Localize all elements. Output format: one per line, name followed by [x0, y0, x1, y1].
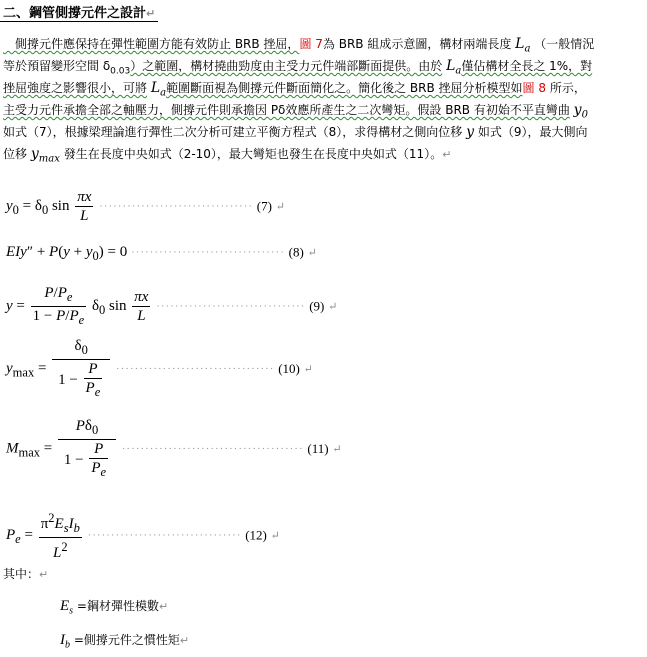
paragraph-mark: ↵	[158, 600, 169, 613]
text-run: 僅佔構材全長之 1%，對	[461, 59, 593, 73]
definition-ib	[60, 631, 189, 650]
math-subscript: max	[38, 153, 60, 165]
text-run: ）之範圍，構材撓曲勁度由主受力元件端部斷面提供。由於	[130, 59, 443, 73]
definition-subscript: b	[65, 639, 70, 651]
math-symbol: L	[515, 36, 525, 52]
figure-reference[interactable]: 圖 7	[299, 37, 323, 51]
section-heading	[3, 2, 155, 21]
text-run: 主受力元件承擔全部之軸壓力，側撐元件則承擔因 Pδ效應所產生之二次彎矩。假設 BRB 有初始不平直彎曲	[3, 103, 570, 117]
paragraph-mark: ↵	[270, 529, 280, 542]
math-symbol: y	[466, 124, 475, 140]
math-symbol: L	[150, 80, 161, 96]
equation-number: (12)	[245, 527, 267, 543]
text-run: 如式（7），根據梁理論進行彈性二次分析可建立平衡方程式（8），求得構材之側向位移	[3, 125, 463, 139]
math-symbol: L	[446, 58, 456, 74]
text-run: 挫屈強度之影響很小，可將	[3, 81, 148, 95]
definition-symbol: I	[60, 632, 65, 648]
where-label	[3, 565, 48, 582]
text-run: 如式（9），最大側向	[477, 125, 588, 139]
math-symbol: y	[573, 102, 582, 118]
section-heading-text: 二、鋼管側撐元件之設計	[3, 6, 147, 21]
where-label-text: 其中：	[3, 567, 40, 581]
equation-number: (10)	[278, 361, 300, 376]
math-subscript: a	[455, 65, 462, 77]
math-subscript: 0	[581, 109, 588, 121]
text-run: 範圍斷面視為側撐元件斷面簡化之。簡化後之 BRB 挫屈分析模型如	[166, 81, 523, 95]
equation-number: (8)	[288, 244, 304, 260]
paragraph-mark: ↵	[39, 568, 49, 581]
heading-underline	[0, 21, 158, 22]
equation-11: $M_{max}$ = $P\delta_0$ 1 − $\frac{P}{P_e}$ ······································· (11) ↵	[6, 418, 342, 479]
equation-number: (11)	[307, 441, 329, 456]
paragraph-mark: ↵	[179, 634, 190, 647]
paragraph-mark: ↵	[328, 300, 338, 313]
paragraph-mark: ↵	[146, 7, 156, 20]
text-run: 側撐元件應保持在彈性範圍方能有效防止 BRB 挫屈，	[3, 37, 300, 51]
definition-es	[60, 597, 168, 616]
paragraph-mark: ↵	[303, 363, 313, 376]
text-run: （一般情況	[534, 37, 595, 51]
definition-symbol: E	[60, 598, 70, 614]
equation-number: (9)	[309, 298, 325, 314]
paragraph-mark: ↵	[275, 200, 285, 213]
text-run: 位移	[3, 147, 28, 161]
figure-reference[interactable]: 圖 8	[522, 81, 546, 95]
equation-10: $y_{max}$ = $\delta_0$ 1 − $\frac{P}{P_e}$ ·································· (10) ↵	[6, 338, 313, 399]
paragraph-mark: ↵	[332, 443, 342, 456]
definition-subscript: s	[69, 605, 74, 617]
text-run: 等於預留變形空間 δ	[3, 59, 111, 73]
text-run: 所示，	[549, 81, 586, 95]
equation-12: $P_e$ = $\frac{\pi^2E_sI_b}{L^2}$ ································· (12) ↵	[6, 511, 280, 561]
math-symbol: y	[30, 146, 39, 162]
paragraph-line-5	[3, 121, 644, 143]
definition-text: =側撐元件之慣性矩	[70, 633, 180, 647]
equation-number: (7)	[256, 198, 272, 214]
equation-7: $y_0 = \delta_0$ sin $\frac{\pi x}{L}$ ································· (7) ↵	[6, 189, 285, 224]
math-subscript: 0.03	[110, 66, 131, 77]
text-run: 發生在長度中央如式（2-10），最大彎矩也發生在長度中央如式（11）。	[63, 147, 443, 161]
definition-text: =鋼材彈性模數	[73, 599, 159, 613]
text-run: 為 BRB 組成示意圖，構材兩端長度	[322, 37, 512, 51]
equation-8: $EIy'' + P(y + y_0) = 0$ ································· (8) ↵	[6, 244, 317, 263]
math-subscript: a	[160, 87, 167, 99]
paragraph-mark: ↵	[307, 247, 317, 259]
paragraph-line-6	[3, 143, 644, 170]
equation-9: y = $\frac{P/P_e}{1 - P/P_e}$ $\delta_0$ sin $\frac{\pi x}{L}$ ································ (9) ↵	[6, 285, 338, 327]
paragraph-mark: ↵	[442, 148, 452, 161]
math-subscript: a	[524, 43, 531, 55]
